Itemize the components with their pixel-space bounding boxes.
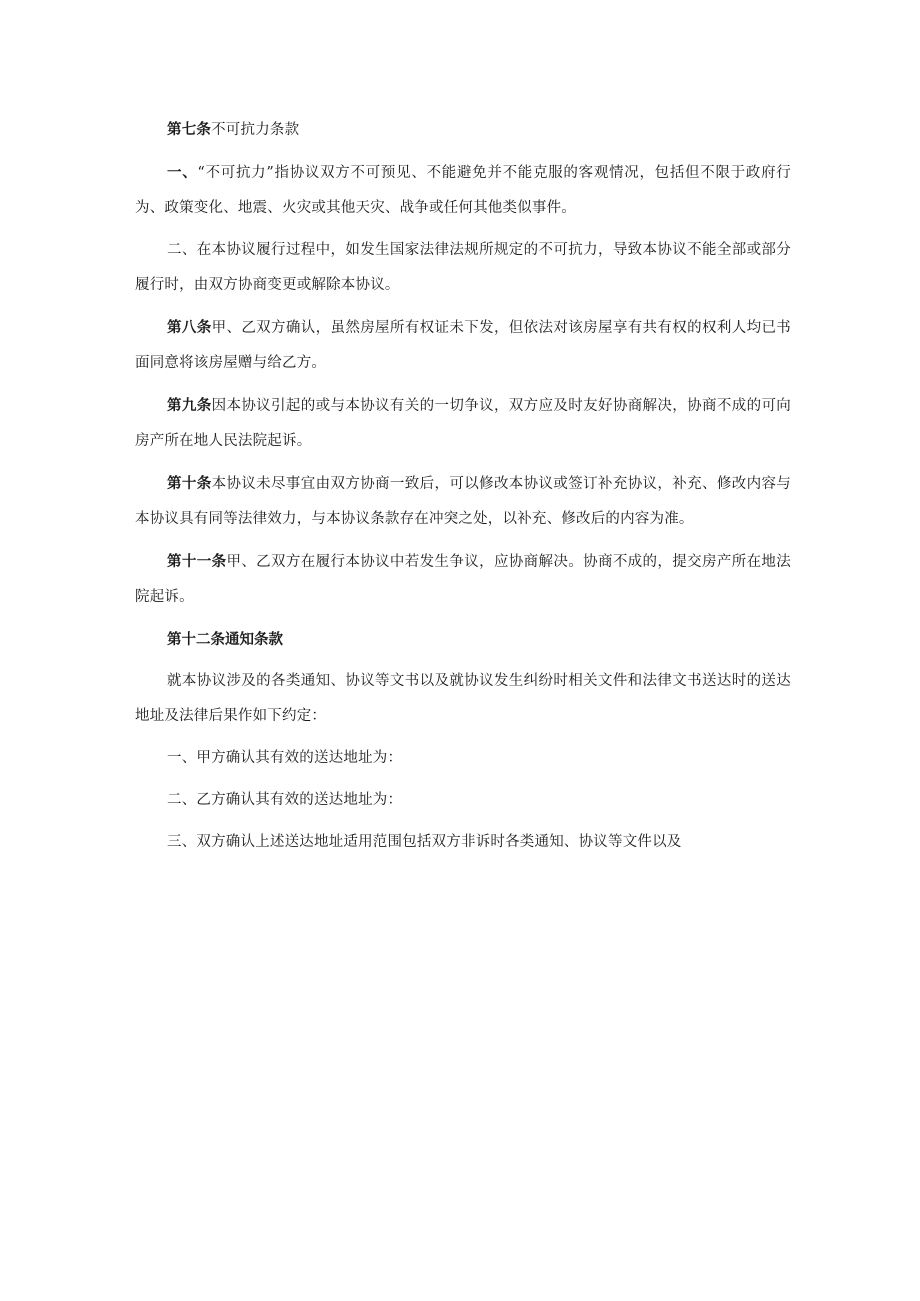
- article-11: [135, 544, 791, 615]
- article-9-label: 第九条: [167, 397, 212, 414]
- article-7-item-1-text: “不可抗力”指协议双方不可预见、不能避免并不能克服的客观情况，包括但不限于政府行为、政策变化、地震、火灾或其他天灾、战争或任何其他类似事件。: [135, 165, 791, 216]
- article-12-heading: 第十二条通知条款: [167, 631, 283, 648]
- article-8-label: 第八条: [167, 319, 212, 336]
- article-7-heading: [135, 112, 791, 148]
- article-10: [135, 466, 791, 537]
- document-page: [135, 112, 791, 867]
- article-10-label: 第十条: [167, 475, 212, 492]
- article-9: [135, 388, 791, 459]
- article-12-item-1: 一、甲方确认其有效的送达地址为：: [167, 750, 403, 766]
- article-9-text: 因本协议引起的或与本协议有关的一切争议，双方应及时友好协商解决，协商不成的可向房产所在地人民法院起诉。: [135, 398, 792, 449]
- article-12-item-3: 三、双方确认上述送达地址适用范围包括双方非诉时各类通知、协议等文件以及: [167, 834, 682, 850]
- article-7-label: 第七条: [167, 121, 212, 138]
- article-8: [135, 310, 791, 381]
- article-11-label: 第十一条: [167, 553, 227, 570]
- article-11-text: 甲、乙双方在履行本协议中若发生争议，应协商解决。协商不成的，提交房产所在地法院起诉。: [135, 554, 791, 605]
- article-8-text: 甲、乙双方确认，虽然房屋所有权证未下发，但依法对该房屋享有共有权的权利人均已书面同意将该房屋赠与给乙方。: [135, 320, 792, 371]
- article-10-text: 本协议未尽事宜由双方协商一致后，可以修改本协议或签订补充协议，补充、修改内容与本协议具有同等法律效力，与本协议条款存在冲突之处，以补充、修改后的内容为准。: [135, 476, 792, 527]
- article-7-item-1-lead: 一、: [167, 164, 198, 181]
- article-7-title: 不可抗力条款: [211, 122, 300, 138]
- article-7-item-2: 二、在本协议履行过程中，如发生国家法律法规所规定的不可抗力，导致本协议不能全部或部分履行时，由双方协商变更或解除本协议。: [135, 242, 791, 293]
- article-12-item-2: 二、乙方确认其有效的送达地址为：: [167, 792, 403, 808]
- article-12-intro: 就本协议涉及的各类通知、协议等文书以及就协议发生纠纷时相关文件和法律文书送达时的送达地址及法律后果作如下约定：: [135, 673, 791, 724]
- article-7-item-1: [135, 155, 791, 226]
